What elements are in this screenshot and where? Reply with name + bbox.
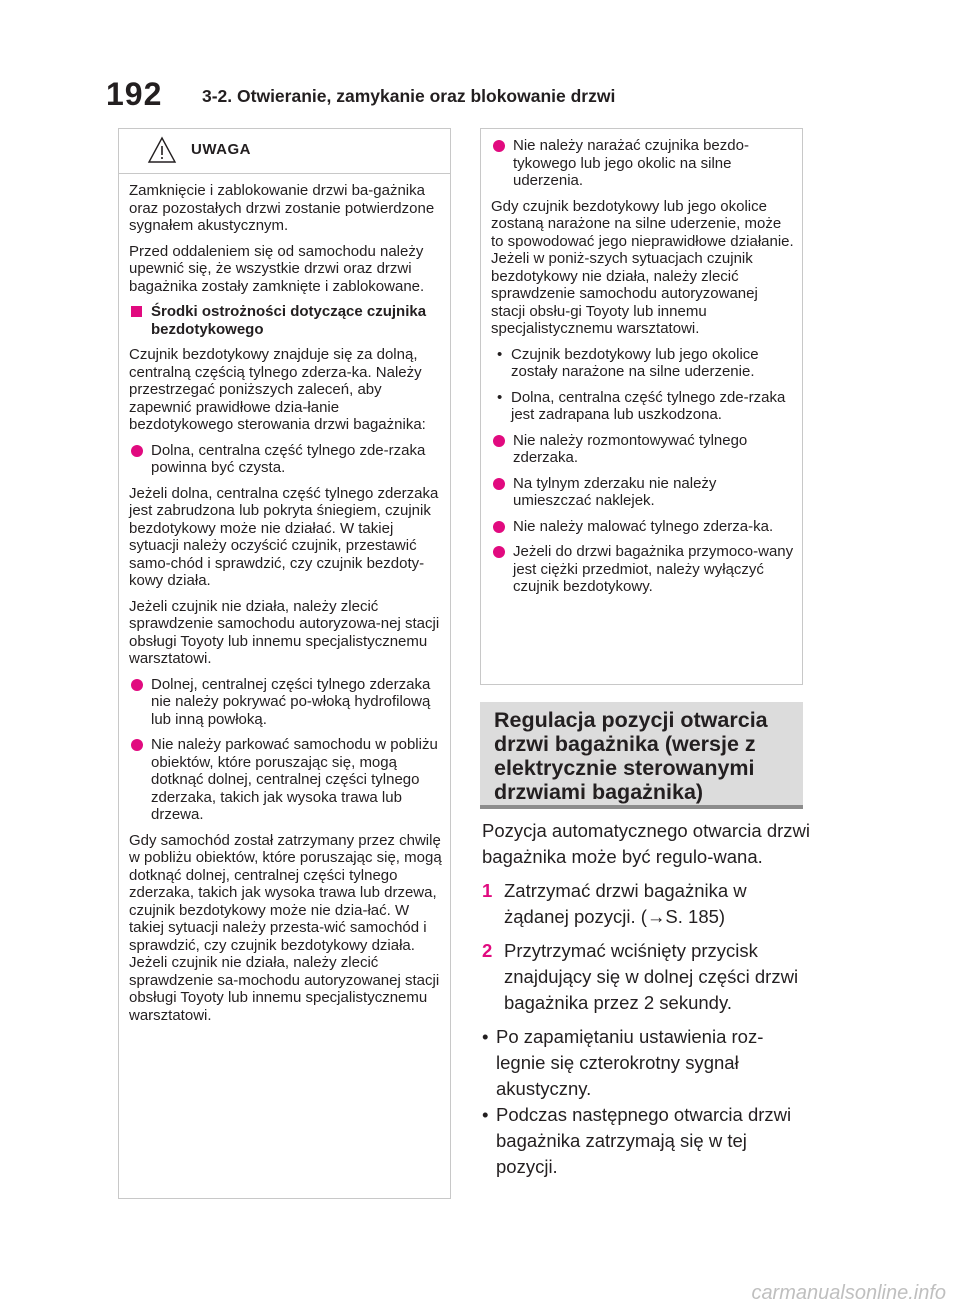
circle-bullet-icon	[493, 140, 505, 152]
bullet-item	[491, 432, 795, 467]
bullet-item	[491, 137, 795, 190]
bullet-item	[129, 676, 443, 729]
page-header	[106, 76, 866, 116]
circle-bullet-icon	[131, 739, 143, 751]
square-bullet-icon	[131, 306, 142, 317]
paragraph: Gdy samochód został zatrzymany przez chwilę w pobliżu obiektów, które poruszając się, mogą dotknąć dolnej, centralnej części tylnego zderzaka, takich jak wysoka trawa lub drzewa, czujnik bezdotykowy może nie dzia-łać. W takiej sytuacji należy przesta-wić samochód i sprawdzić, czy czujnik bezdotykowy działa. Jeżeli czujnik nie działa, należy zlecić sprawdzenie sa-mochodu autoryzowanej stacji obsługi Toyoty lub innemu specjalistycznemu warsztatowi.	[129, 831, 442, 1024]
list-item	[491, 389, 795, 424]
bullet-text: Dolna, centralna część tylnego zde-rzaka powinna być czysta.	[151, 441, 426, 476]
circle-bullet-icon	[493, 546, 505, 558]
step-text: Zatrzymać drzwi bagażnika w żądanej pozycji. (→S. 185)	[504, 880, 747, 927]
step-number: 1	[482, 880, 493, 901]
list-text: Po zapamiętaniu ustawienia roz-legnie się czterokrotny sygnał akustyczny.	[496, 1026, 764, 1099]
subheading	[129, 303, 443, 338]
paragraph: Pozycja automatycznego otwarcia drzwi bagażnika może być regulo-wana.	[482, 820, 811, 867]
bullet-dot-icon: •	[482, 1026, 489, 1047]
bullet-text: Nie należy rozmontowywać tylnego zderzaka.	[513, 431, 748, 466]
section-heading: Regulacja pozycji otwarcia drzwi bagażnika (wersje z elektrycznie sterowanymi drzwiami bagażnika)	[480, 702, 803, 809]
list-text: Podczas następnego otwarcia drzwi bagażnika zatrzymają się w tej pozycji.	[496, 1104, 792, 1177]
paragraph: Jeżeli dolna, centralna część tylnego zderzaka jest zabrudzona lub pokryta śniegiem, czujnik bezdotykowy może nie działać. W takiej sytuacji należy oczyścić czujnik, przestawić samo-chód i sprawdzić, czy czujnik bezdoty-kowy działa.	[129, 484, 439, 589]
step-item	[482, 878, 812, 930]
bullet-item	[491, 518, 795, 536]
bullet-dot-icon: •	[497, 345, 503, 363]
list-text: Dolna, centralna część tylnego zde-rzaka jest zadrapana lub uszkodzona.	[511, 388, 786, 423]
circle-bullet-icon	[493, 478, 505, 490]
bullet-text: Nie należy narażać czujnika bezdo-tykowego lub jego okolic na silne uderzenia.	[513, 137, 749, 189]
circle-bullet-icon	[493, 435, 505, 447]
list-item	[491, 346, 795, 381]
warning-content-continued	[481, 129, 802, 596]
circle-bullet-icon	[131, 679, 143, 691]
warning-content	[119, 174, 450, 1024]
bullet-text: Na tylnym zderzaku nie należy umieszczać naklejek.	[513, 474, 717, 509]
bullet-text: Dolnej, centralnej części tylnego zderzaka nie należy pokrywać po-włoką hydrofilową lub inną powłoką.	[151, 675, 431, 728]
page-number: 192	[106, 76, 163, 112]
step-item	[482, 938, 812, 1016]
watermark: carmanualsonline.info	[751, 1282, 946, 1304]
paragraph: Czujnik bezdotykowy znajduje się za dolną, centralną częścią tylnego zderza-ka. Należy przestrzegać poniższych zaleceń, aby zapewnić prawidłowe dzia-łanie bezdotykowego sterowania drzwi bagażnika:	[129, 346, 426, 433]
warning-triangle-icon	[147, 136, 177, 164]
section-title: 3-2. Otwieranie, zamykanie oraz blokowanie drzwi	[202, 86, 616, 106]
circle-bullet-icon	[493, 521, 505, 533]
warning-box-left	[118, 128, 451, 1199]
bullet-text: Jeżeli do drzwi bagażnika przymoco-wany jest ciężki przedmiot, należy wyłączyć czujnik bezdotykowy.	[513, 543, 794, 595]
bullet-text: Nie należy parkować samochodu w pobliżu obiektów, które poruszając się, mogą dotknąć dolnej, centralnej części tylnego zderzaka, takich jak wysoka trawa lub drzewa.	[151, 736, 438, 823]
bullet-item	[491, 543, 795, 596]
paragraph: Jeżeli czujnik nie działa, należy zlecić sprawdzenie samochodu autoryzowa-nej stacji obsługi Toyoty lub innemu specjalistycznemu warsztatowi.	[129, 597, 440, 667]
bullet-text: Nie należy malować tylnego zderza-ka.	[513, 517, 774, 535]
list-text: Czujnik bezdotykowy lub jego okolice zostały narażone na silne uderzenie.	[511, 345, 759, 380]
paragraph: Zamknięcie i zablokowanie drzwi ba-gażnika oraz pozostałych drzwi zostanie potwierdzone sygnałem akustycznym.	[129, 182, 435, 234]
warning-label: UWAGA	[191, 141, 251, 158]
subheading-text: Środki ostrożności dotyczące czujnika bezdotykowego	[151, 303, 427, 338]
step-text: Przytrzymać wciśnięty przycisk znajdujący się w dolnej części drzwi bagażnika przez 2 sekundy.	[504, 940, 799, 1013]
bullet-dot-icon: •	[482, 1104, 489, 1125]
step-number: 2	[482, 940, 493, 961]
bullet-item	[129, 442, 443, 477]
circle-bullet-icon	[131, 445, 143, 457]
list-item	[482, 1102, 812, 1180]
section-body	[482, 818, 812, 1180]
paragraph: Gdy czujnik bezdotykowy lub jego okolice zostaną narażone na silne uderzenie, może to spowodować jego nieprawidłowe działanie. Jeżeli w poniż-szych sytuacjach czujnik bezdotykowy nie działa, należy zlecić sprawdzenie samochodu autoryzowanej stacji obsłu-gi Toyoty lub innemu specjalistycznemu warsztatowi.	[491, 197, 794, 337]
list-item	[482, 1024, 812, 1102]
paragraph: Przed oddaleniem się od samochodu należy upewnić się, że wszystkie drzwi oraz drzwi bagażnika zostały zamknięte i zablokowane.	[129, 242, 425, 295]
warning-header	[119, 129, 450, 174]
bullet-item	[491, 475, 795, 510]
warning-box-right	[480, 128, 803, 685]
bullet-item	[129, 736, 443, 824]
bullet-dot-icon: •	[497, 388, 503, 406]
